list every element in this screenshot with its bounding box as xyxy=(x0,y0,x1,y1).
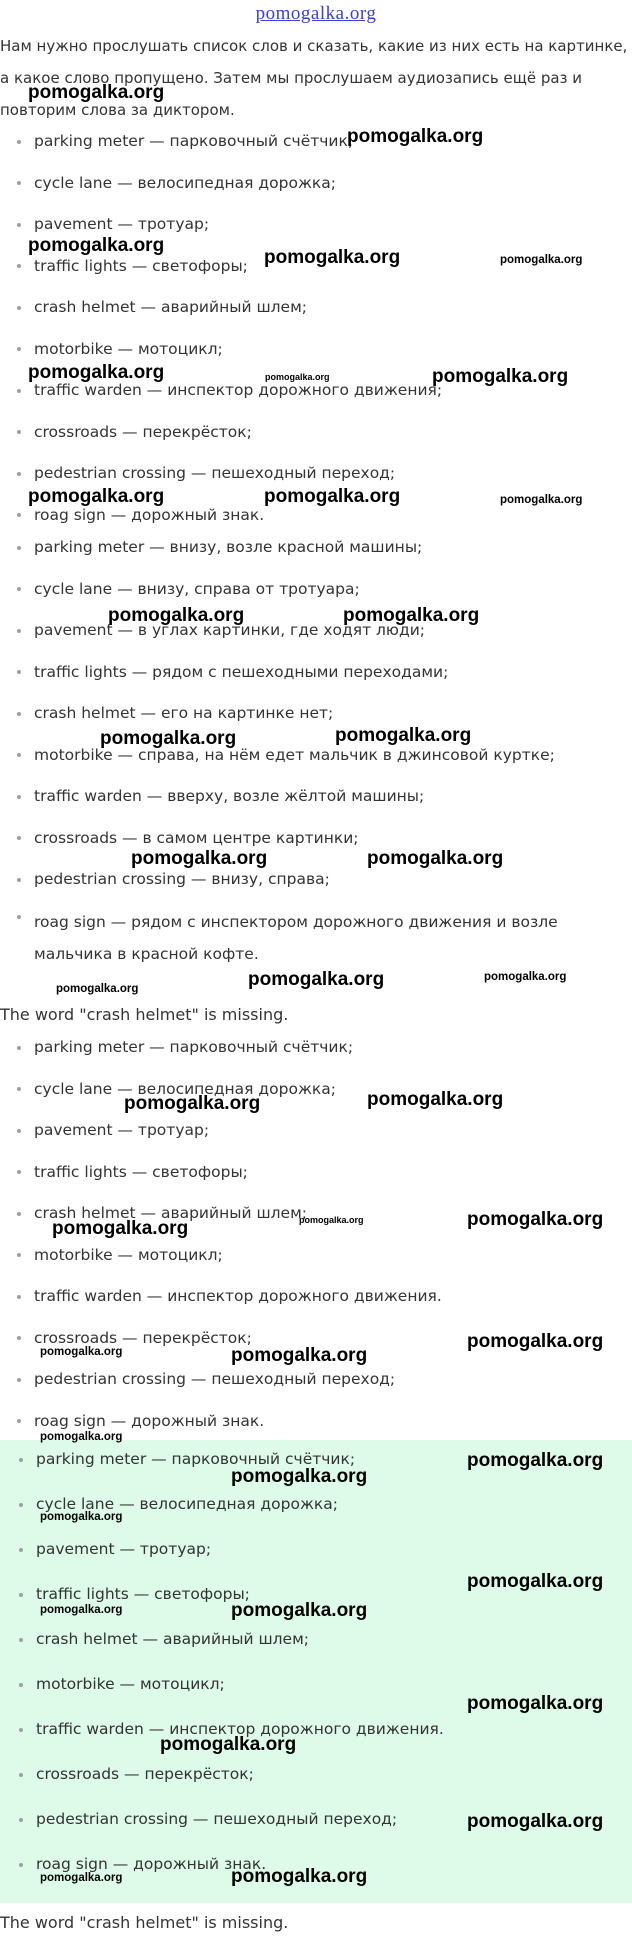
list-item: pavement — тротуар; xyxy=(14,204,442,246)
watermark: pomogalka.org xyxy=(28,486,165,507)
list-item: parking meter — парковочный счётчик; xyxy=(16,1437,444,1482)
watermark: pomogalka.org xyxy=(40,1431,123,1443)
list-item: crossroads — перекрёсток; xyxy=(14,412,442,454)
watermark: pomogalka.org xyxy=(264,247,401,268)
list-item: crash helmet — аварийный шлем; xyxy=(14,1193,442,1235)
list-item: cycle lane — велосипедная дорожка; xyxy=(16,1482,444,1527)
highlighted-list xyxy=(16,1437,444,1887)
list-item: traffic lights — светофоры; xyxy=(14,1152,442,1194)
translation-list xyxy=(14,121,442,536)
watermark: pomogalka.org xyxy=(432,366,569,387)
watermark: pomogalka.org xyxy=(124,1093,261,1114)
site-logo[interactable]: pomogalka.org xyxy=(255,3,377,24)
watermark: pomogalka.org xyxy=(500,494,583,506)
list-item: pedestrian crossing — пешеходный переход; xyxy=(14,1359,442,1401)
missing-word-note: The word "crash helmet" is missing. xyxy=(0,1005,289,1024)
watermark: pomogalka.org xyxy=(264,486,401,507)
watermark: pomogalka.org xyxy=(160,1734,297,1755)
list-item: pavement — в углах картинки, где ходят люди; xyxy=(14,610,632,652)
list-item: crossroads — в самом центре картинки; xyxy=(14,818,632,860)
watermark: pomogalka.org xyxy=(52,1218,189,1239)
watermark: pomogalka.org xyxy=(40,1604,123,1616)
watermark: pomogalka.org xyxy=(347,126,484,147)
list-item: traffic warden — инспектор дорожного движения. xyxy=(16,1707,444,1752)
watermark: pomogalka.org xyxy=(343,605,480,626)
list-item: roag sign — дорожный знак. xyxy=(14,1401,442,1443)
watermark: pomogalka.org xyxy=(367,848,504,869)
watermark: pomogalka.org xyxy=(484,971,567,983)
list-item: motorbike — мотоцикл; xyxy=(16,1662,444,1707)
list-item: crossroads — перекрёсток; xyxy=(16,1752,444,1797)
watermark: pomogalka.org xyxy=(299,1215,364,1225)
watermark: pomogalka.org xyxy=(335,725,472,746)
watermark: pomogalka.org xyxy=(40,1872,123,1884)
list-item: cycle lane — внизу, справа от тротуара; xyxy=(14,569,632,611)
list-item: traffic warden — инспектор дорожного движения; xyxy=(14,370,442,412)
watermark: pomogalka.org xyxy=(467,1331,604,1352)
watermark: pomogalka.org xyxy=(28,82,165,103)
list-item: motorbike — справа, на нём едет мальчик в джинсовой куртке; xyxy=(14,735,632,777)
list-item: motorbike — мотоцикл; xyxy=(14,329,442,371)
watermark: pomogalka.org xyxy=(28,235,165,256)
list-item: pedestrian crossing — внизу, справа; xyxy=(14,859,632,901)
intro-paragraph: Нам нужно прослушать список слов и сказать, какие из них есть на картинке, а какое слово пропущено. Затем мы прослушаем аудиозапись ещё раз и повторим слова за диктором. xyxy=(0,37,628,119)
watermark: pomogalka.org xyxy=(108,605,245,626)
list-item: crash helmet — его на картинке нет; xyxy=(14,693,632,735)
missing-word-note-final: The word "crash helmet" is missing. xyxy=(0,1913,289,1932)
list-item: pavement — тротуар; xyxy=(14,1110,442,1152)
watermark: pomogalka.org xyxy=(231,1600,368,1621)
list-item: traffic lights — рядом с пешеходными переходами; xyxy=(14,652,632,694)
watermark: pomogalka.org xyxy=(467,1450,604,1471)
watermark: pomogalka.org xyxy=(367,1089,504,1110)
list-item: parking meter — парковочный счётчик; xyxy=(14,121,442,163)
list-item: parking meter — внизу, возле красной машины; xyxy=(14,527,632,569)
list-item: crash helmet — аварийный шлем; xyxy=(14,287,442,329)
list-item: traffic warden — вверху, возле жёлтой машины; xyxy=(14,776,632,818)
watermark: pomogalka.org xyxy=(40,1346,123,1358)
watermark: pomogalka.org xyxy=(231,1345,368,1366)
list-item: pedestrian crossing — пешеходный переход; xyxy=(14,453,442,495)
watermark: pomogalka.org xyxy=(467,1209,604,1230)
watermark: pomogalka.org xyxy=(265,372,330,382)
watermark: pomogalka.org xyxy=(500,254,583,266)
watermark: pomogalka.org xyxy=(248,969,385,990)
location-list xyxy=(14,527,632,978)
watermark: pomogalka.org xyxy=(40,1511,123,1523)
list-item: crash helmet — аварийный шлем; xyxy=(16,1617,444,1662)
watermark: pomogalka.org xyxy=(131,848,268,869)
list-item: cycle lane — велосипедная дорожка; xyxy=(14,1069,442,1111)
watermark: pomogalka.org xyxy=(28,362,165,383)
list-item: motorbike — мотоцикл; xyxy=(14,1235,442,1277)
list-item: traffic lights — светофоры; xyxy=(14,246,442,288)
list-item: parking meter — парковочный счётчик; xyxy=(14,1027,442,1069)
list-item: roag sign — дорожный знак. xyxy=(16,1842,444,1887)
watermark: pomogalka.org xyxy=(467,1811,604,1832)
watermark: pomogalka.org xyxy=(467,1693,604,1714)
list-item: traffic warden — инспектор дорожного движения. xyxy=(14,1276,442,1318)
list-item: roag sign — дорожный знак. xyxy=(14,495,442,537)
watermark: pomogalka.org xyxy=(100,728,237,749)
list-item: roag sign — рядом с инспектором дорожного движения и возле мальчика в красной кофте. xyxy=(14,901,632,978)
watermark: pomogalka.org xyxy=(56,983,139,995)
list-item: crossroads — перекрёсток; xyxy=(14,1318,442,1360)
list-item: traffic lights — светофоры; xyxy=(16,1572,444,1617)
watermark: pomogalka.org xyxy=(467,1571,604,1592)
watermark: pomogalka.org xyxy=(231,1866,368,1887)
list-item: pavement — тротуар; xyxy=(16,1527,444,1572)
list-item: pedestrian crossing — пешеходный переход; xyxy=(16,1797,444,1842)
list-item: cycle lane — велосипедная дорожка; xyxy=(14,163,442,205)
watermark: pomogalka.org xyxy=(231,1466,368,1487)
